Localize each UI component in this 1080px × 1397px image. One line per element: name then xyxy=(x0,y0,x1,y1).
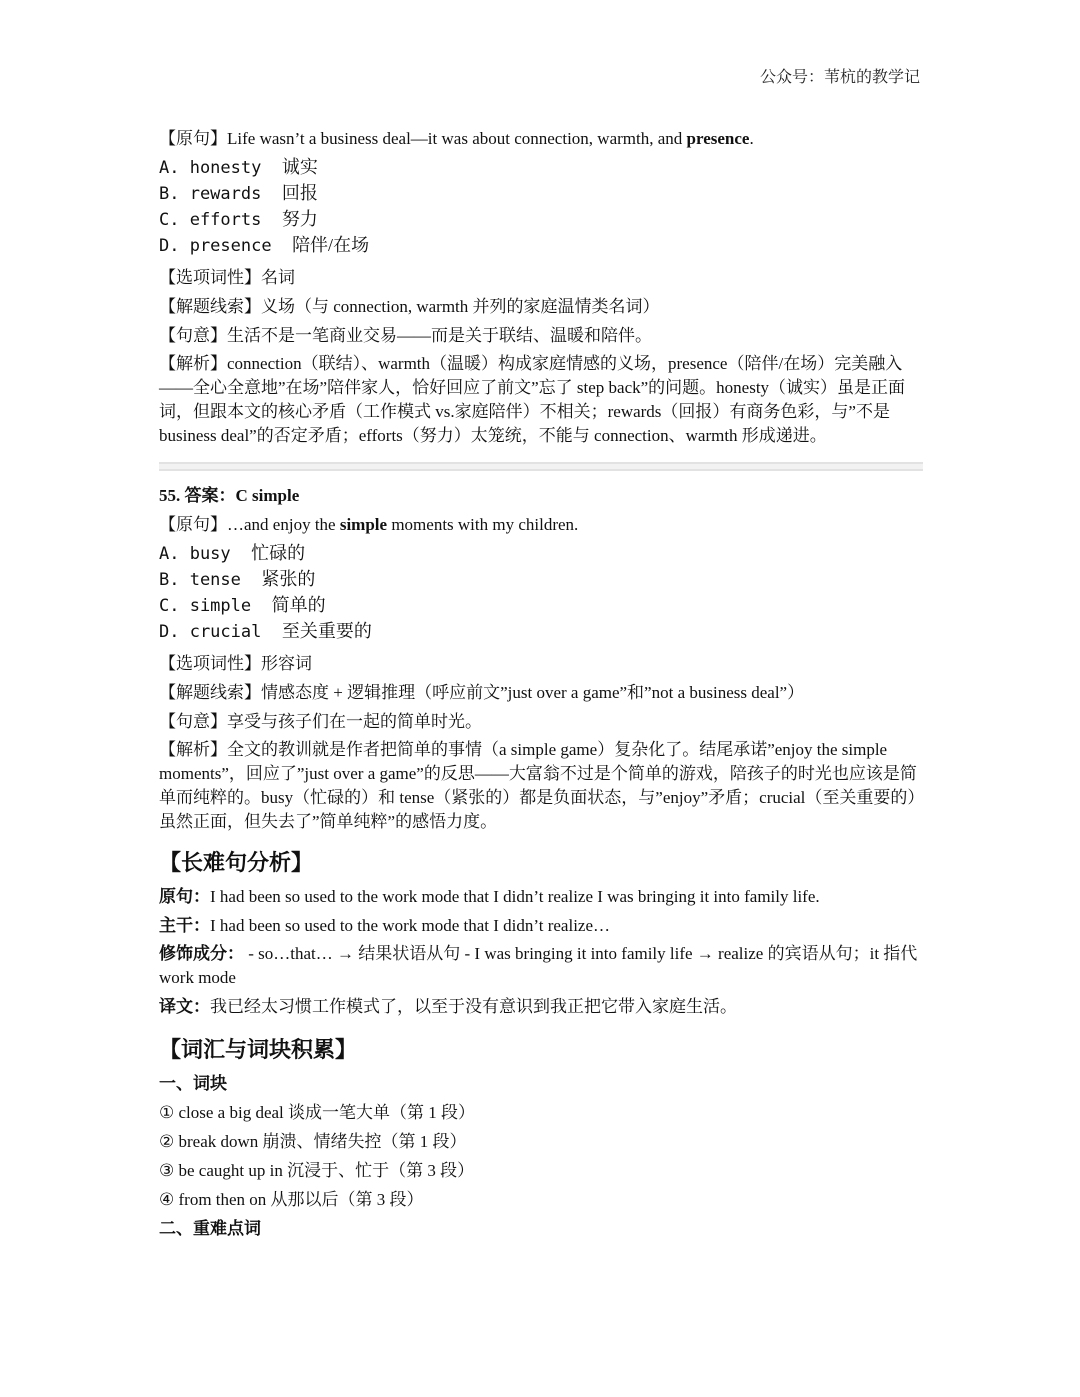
q54-orig-end: . xyxy=(749,129,754,148)
document-body xyxy=(159,124,923,1243)
q54-original-sentence xyxy=(159,124,923,153)
q54-orig-keyword: presence xyxy=(686,129,750,148)
q55-answer-title: 55. 答案：C simple xyxy=(159,486,300,505)
vocab-heading: 【词汇与词块积累】 xyxy=(159,1037,358,1062)
long-sentence-heading: 【长难句分析】 xyxy=(159,850,314,875)
q54-part-of-speech: 【选项词性】名词 xyxy=(159,268,295,287)
q54-analysis: 【解析】connection（联结）、warmth（温暖）构成家庭情感的义场，presence（陪伴/在场）完美融入——全心全意地”在场”陪伴家人，恰好回应了前文”忘了 step back”的问题。honesty（诚实）虽是正面词，但跟本文的核心矛盾（工作模式 vs.家庭陪伴）不相关；rewards（回报）有商务色彩，与”不是 business deal”的否定矛盾；efforts（努力）太笼统，不能与 connection、warmth 形成递进。 xyxy=(159,354,906,445)
vocab-chunks-subheading: 一、词块 xyxy=(159,1074,227,1093)
q55-option-d: D. crucial 至关重要的 xyxy=(159,621,372,642)
long-sentence-translation: 译文：我已经太习惯工作模式了，以至于没有意识到我正把它带入家庭生活。 xyxy=(159,997,737,1016)
q55-analysis: 【解析】全文的教训就是作者把简单的事情（a simple game）复杂化了。结尾承诺”enjoy the simple moments”，回应了”just over a game”的反思——大富翁不过是个简单的游戏，陪孩子的时光也应该是简单而纯粹的。busy（忙碌的）和 tense（紧张的）都是负面状态，与”enjoy”矛盾；crucial（至关重要的）虽然正面，但失去了”简单纯粹”的感悟力度。 xyxy=(159,740,917,831)
q54-orig-text: 【原句】Life wasn’t a business deal—it was about connection, warmth, and xyxy=(159,129,687,148)
vocab-key-words-subheading: 二、重难点词 xyxy=(159,1219,261,1238)
q55-clue: 【解题线索】情感态度 + 逻辑推理（呼应前文”just over a game”和”not a business deal”） xyxy=(159,683,805,702)
q55-orig-keyword: simple xyxy=(339,515,388,534)
q54-option-b: B. rewards 回报 xyxy=(159,183,318,204)
q54-option-c: C. efforts 努力 xyxy=(159,209,318,230)
vocab-chunk-item: ② break down 崩溃、情绪失控（第 1 段） xyxy=(159,1132,467,1151)
q54-clue: 【解题线索】义场（与 connection, warmth 并列的家庭温情类名词） xyxy=(159,297,660,316)
q54-meaning: 【句意】生活不是一笔商业交易——而是关于联结、温暖和陪伴。 xyxy=(159,326,652,345)
q55-orig-end: moments with my children. xyxy=(387,515,579,534)
q55-original-sentence xyxy=(159,510,923,539)
q55-option-c: C. simple 简单的 xyxy=(159,595,326,616)
long-sentence-original: 原句：I had been so used to the work mode that I didn’t realize I was bringing it into family life. xyxy=(159,887,820,906)
q55-part-of-speech: 【选项词性】形容词 xyxy=(159,654,312,673)
vocab-chunk-item: ④ from then on 从那以后（第 3 段） xyxy=(159,1190,424,1209)
header-source: 公众号：苇杭的教学记 xyxy=(759,69,920,86)
q54-option-d: D. presence 陪伴/在场 xyxy=(159,235,370,256)
vocab-chunk-item: ① close a big deal 谈成一笔大单（第 1 段） xyxy=(159,1103,476,1122)
q54-option-a: A. honesty 诚实 xyxy=(159,157,318,178)
long-sentence-trunk: 主干：I had been so used to the work mode that I didn’t realize… xyxy=(159,916,611,935)
q55-meaning: 【句意】享受与孩子们在一起的简单时光。 xyxy=(159,712,482,731)
long-sentence-modifiers: 修饰成分： - so…that… → 结果状语从句 - I was bringing it into family life → realize 的宾语从句；it 指代 work mode xyxy=(159,944,918,987)
vocab-chunk-item: ③ be caught up in 沉浸于、忙于（第 3 段） xyxy=(159,1161,475,1180)
q55-option-a: A. busy 忙碌的 xyxy=(159,543,306,564)
q55-option-b: B. tense 紧张的 xyxy=(159,569,316,590)
q55-orig-text: 【原句】…and enjoy the xyxy=(159,515,340,534)
section-divider xyxy=(159,462,923,471)
